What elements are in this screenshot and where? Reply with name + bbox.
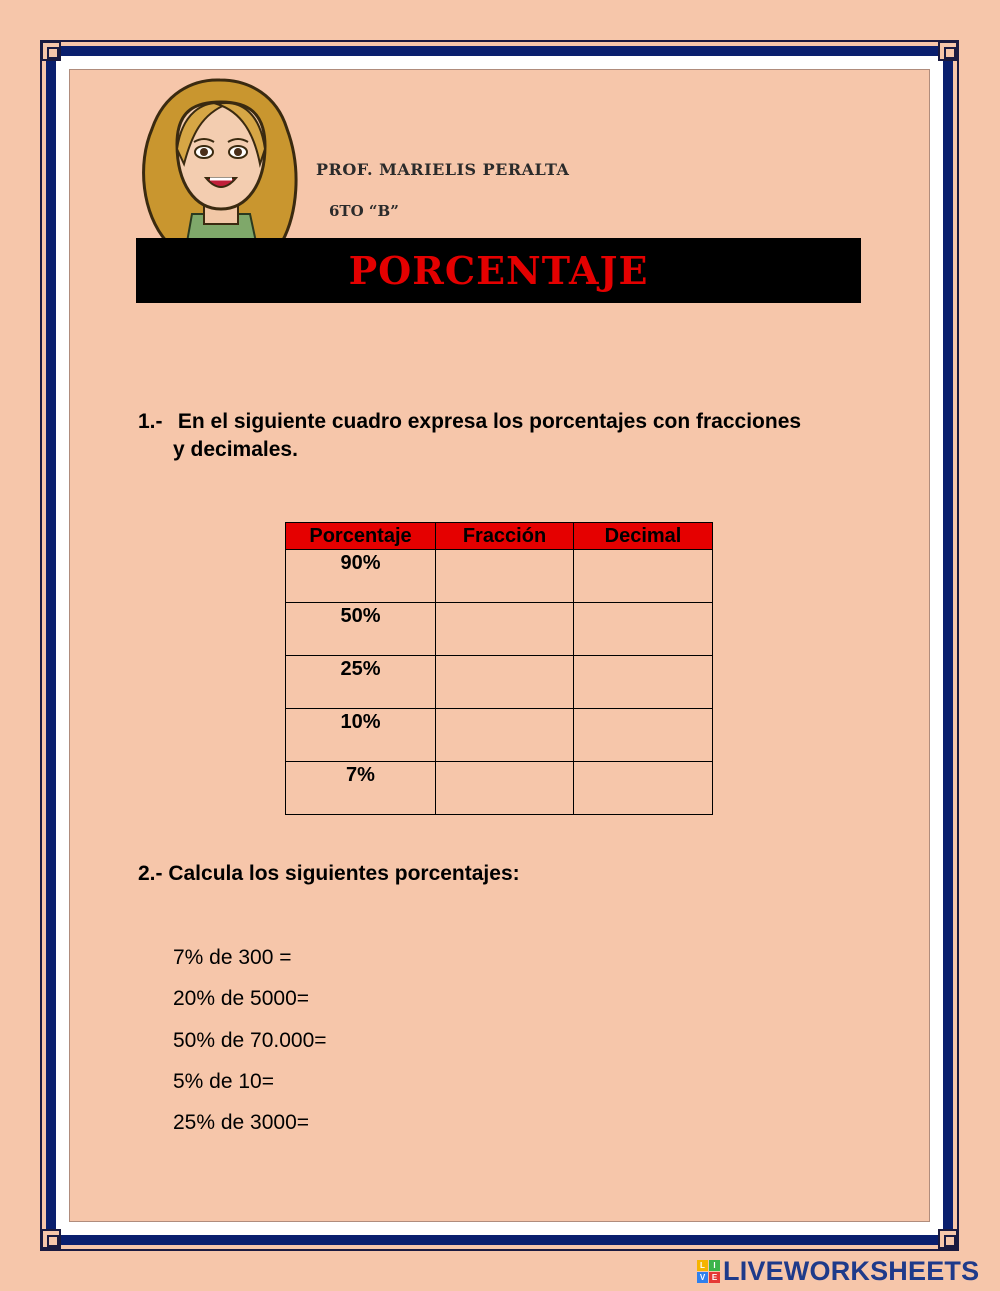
table-header: Porcentaje	[286, 523, 436, 550]
percentage-cell: 25%	[286, 656, 436, 709]
logo-letter: E	[709, 1272, 720, 1283]
percentage-cell: 10%	[286, 709, 436, 762]
corner-ornament	[938, 41, 958, 61]
question-1-line1: En el siguiente cuadro expresa los porcentajes con fracciones	[177, 410, 802, 433]
list-item: 50% de 70.000=	[173, 1028, 327, 1052]
liveworksheets-logo	[697, 1256, 979, 1286]
corner-ornament	[41, 41, 61, 61]
list-item: 7% de 300 =	[173, 946, 292, 969]
fraction-answer-cell[interactable]	[436, 762, 574, 815]
table-row	[286, 709, 713, 762]
fraction-answer-cell[interactable]	[436, 603, 574, 656]
logo-letter: V	[697, 1272, 708, 1283]
corner-ornament	[938, 1229, 958, 1249]
decimal-answer-cell[interactable]	[574, 762, 713, 815]
question-1-number: 1.-	[138, 410, 163, 433]
percentage-table	[285, 522, 713, 815]
percentage-cell: 90%	[286, 550, 436, 603]
table-header: Fracción	[436, 523, 574, 550]
decimal-answer-cell[interactable]	[574, 550, 713, 603]
list-item: 20% de 5000=	[173, 987, 310, 1011]
title-banner	[136, 238, 861, 303]
corner-ornament	[41, 1229, 61, 1249]
question-1-line2: y decimales.	[173, 438, 298, 461]
question-1	[138, 408, 858, 464]
decimal-answer-cell[interactable]	[574, 656, 713, 709]
fraction-answer-cell[interactable]	[436, 656, 574, 709]
liveworksheets-text: LIVEWORKSHEETS	[723, 1255, 980, 1286]
teacher-name: PROF. MARIELIS PERALTA	[316, 160, 570, 179]
list-item: 5% de 10=	[173, 1069, 275, 1093]
percentage-cell: 50%	[286, 603, 436, 656]
table-row	[286, 603, 713, 656]
decimal-answer-cell[interactable]	[574, 709, 713, 762]
table-row	[286, 550, 713, 603]
teacher-avatar	[132, 74, 308, 242]
table-row	[286, 656, 713, 709]
table-row	[286, 762, 713, 815]
list-item: 25% de 3000=	[173, 1111, 310, 1135]
logo-letter: L	[697, 1260, 708, 1271]
exercise-list	[173, 944, 327, 1150]
class-grade: 6TO “B”	[329, 202, 399, 220]
fraction-answer-cell[interactable]	[436, 709, 574, 762]
fraction-answer-cell[interactable]	[436, 550, 574, 603]
decimal-answer-cell[interactable]	[574, 603, 713, 656]
logo-letter: I	[709, 1260, 720, 1271]
table-header: Decimal	[574, 523, 713, 550]
question-2: 2.- Calcula los siguientes porcentajes:	[138, 862, 520, 885]
percentage-cell: 7%	[286, 762, 436, 815]
page-title: PORCENTAJE	[348, 248, 649, 293]
liveworksheets-logo-icon	[697, 1260, 720, 1283]
